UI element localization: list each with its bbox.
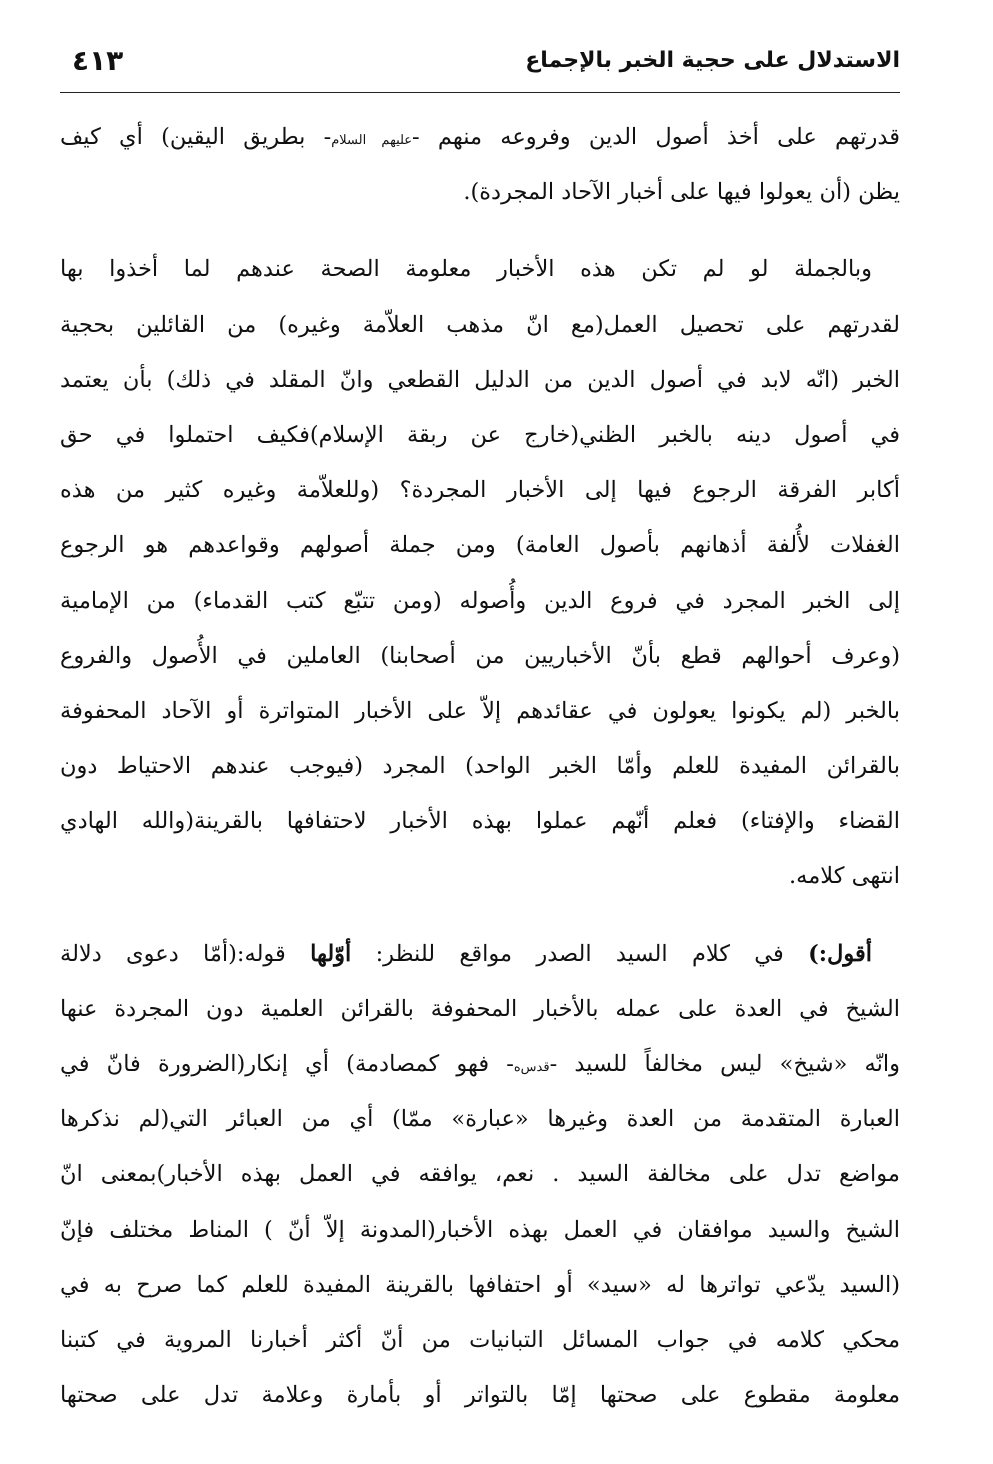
text-line: القضاء والإفتاء) فعلم أنّهم عملوا بهذه الأخبار لاحتفافها بالقرينة(والله الهادي xyxy=(60,808,900,835)
page-header xyxy=(60,40,900,93)
text-span: قدرتهم على أخذ أصول الدين وفروعه منهم - xyxy=(412,124,900,150)
text-line xyxy=(60,927,900,982)
salutation: عليهم السلام xyxy=(331,133,413,148)
text-line: انتهى كلامه. xyxy=(789,863,900,890)
text-line: في أصول دينه بالخبر الظني(خارج عن ربقة الإسلام)فكيف احتملوا في حق xyxy=(60,421,900,448)
text-line: يظن (أن يعولوا فيها على أخبار الآحاد المجردة). xyxy=(463,179,900,206)
paragraph-3 xyxy=(60,927,900,1424)
page-number: ٤١٣ xyxy=(72,44,124,77)
text-line: بالخبر (لم يكونوا يعولون في عقائدهم إلاّ على الأخبار المتواترة أو الآحاد المحفوفة xyxy=(60,697,900,724)
paragraph-2 xyxy=(60,242,900,904)
text-line: إلى الخبر المجرد في فروع الدين وأُصوله (ومن تتبّع كتب القدماء) من الإمامية xyxy=(60,587,900,614)
text-line: معلومة مقطوع على صحتها إمّا بالتواتر أو بأمارة وعلامة تدل على صحتها xyxy=(60,1382,900,1409)
text-span: في كلام السيد الصدر مواقع للنظر: xyxy=(375,940,784,967)
text-span: - بطريق اليقين) أي كيف xyxy=(60,124,332,150)
text-line: (وعرف أحوالهم قطع بأنّ الأخباريين من أصحابنا) العاملين في الأُصول والفروع xyxy=(60,642,900,669)
text-line: الخبر (انّه لابد في أصول الدين من الدليل القطعي وانّ المقلد في ذلك) بأن يعتمد xyxy=(60,366,900,393)
book-page xyxy=(60,30,900,1430)
text-line xyxy=(60,110,900,165)
text-line: الشيخ والسيد موافقان في العمل بهذه الأخبار(المدونة إلاّ أنّ ) المناط مختلف فإنّ xyxy=(60,1216,900,1243)
salutation: قدس‌ه xyxy=(513,1060,550,1075)
text-line: لقدرتهم على تحصيل العمل(مع انّ مذهب العلاّمة وغيره) من القائلين بحجية xyxy=(60,311,900,338)
paragraph-1 xyxy=(60,110,900,220)
page-body xyxy=(60,110,900,1445)
running-title: الاستدلال على حجية الخبر بالإجماع xyxy=(525,48,900,73)
text-span: وانّه «شيخ» ليس مخالفاً للسيد - xyxy=(549,1051,900,1077)
text-line: مواضع تدل على مخالفة السيد . نعم، يوافقه في العمل بهذه الأخبار)بمعنى انّ xyxy=(60,1161,900,1188)
text-line: العبارة المتقدمة من العدة وغيرها «عبارة» ممّا) أي من العبائر التي(لم نذكرها xyxy=(60,1106,900,1133)
text-line: بالقرائن المفيدة للعلم وأمّا الخبر الواحد) المجرد (فيوجب عندهم الاحتياط دون xyxy=(60,753,900,780)
text-line: أكابر الفرقة الرجوع فيها إلى الأخبار المجردة؟ (وللعلاّمة وغيره كثير من هذه xyxy=(60,477,900,504)
text-line: الغفلات لأُلفة أذهانهم بأصول العامة) ومن جملة أصولهم وقواعدهم هو الرجوع xyxy=(60,532,900,559)
heading-word: أوّلها xyxy=(310,940,352,967)
text-line: وبالجملة لو لم تكن هذه الأخبار معلومة الصحة عندهم لما أخذوا بها xyxy=(60,256,872,283)
text-line: الشيخ في العدة على عمله بالأخبار المحفوفة بالقرائن العلمية دون المجردة عنها xyxy=(60,995,900,1022)
text-line xyxy=(60,1037,900,1092)
text-span: قوله:(أمّا دعوى دلالة xyxy=(60,940,286,967)
text-line: محكي كلامه في جواب المسائل التبانيات من أنّ أكثر أخبارنا المروية في كتبنا xyxy=(60,1326,900,1353)
heading-word: أقول:) xyxy=(808,940,873,967)
text-line: (السيد يدّعي تواترها له «سيد» أو احتفافها بالقرينة المفيدة للعلم كما صرح به في xyxy=(60,1271,900,1298)
text-span: - فهو كمصادمة) أي إنكار(الضرورة فانّ في xyxy=(60,1051,514,1077)
